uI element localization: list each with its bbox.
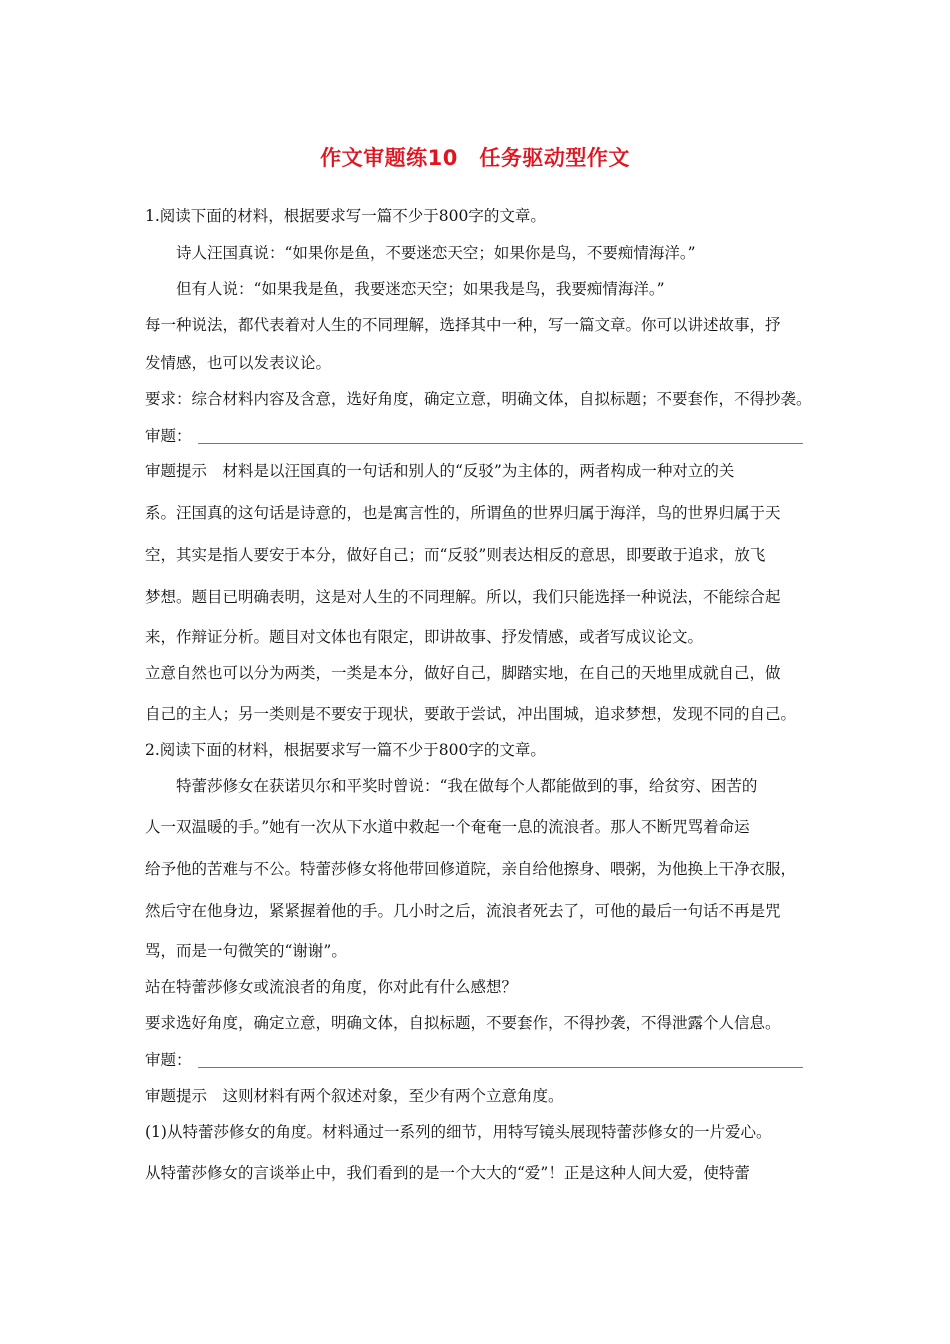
q1-lizhi-line-2: 自己的主人；另一类则是不要安于现状，要敢于尝试，冲出围城，追求梦想，发现不同的自己。 xyxy=(145,705,797,723)
q1-hint-line-3: 空，其实是指人要安于本分，做好自己；而“反驳”则表达相反的意思，即要敢于追求，放飞 xyxy=(145,546,766,564)
q1-shenti-label: 审题： xyxy=(145,427,192,445)
q1-shenti-answer-blank[interactable] xyxy=(198,427,803,444)
q2-hint-line-3: 从特蕾莎修女的言谈举止中，我们看到的是一个大大的“爱”！正是这种人间大爱，使特蕾 xyxy=(145,1164,750,1182)
q1-hint-line-1: 审题提示 材料是以汪国真的一句话和别人的“反驳”为主体的，两者构成一种对立的关 xyxy=(145,462,735,480)
q1-task-line-2: 发情感，也可以发表议论。 xyxy=(145,354,332,372)
q2-hint-line-1: 审题提示 这则材料有两个叙述对象，至少有两个立意角度。 xyxy=(145,1087,564,1105)
q2-material-line-1: 特蕾莎修女在获诺贝尔和平奖时曾说：“我在做每个人都能做到的事，给贫穷、困苦的 xyxy=(176,777,758,795)
q1-task-line-1: 每一种说法，都代表着对人生的不同理解，选择其中一种，写一篇文章。你可以讲述故事，抒 xyxy=(145,316,781,334)
q2-requirement: 要求选好角度，确定立意，明确文体，自拟标题，不要套作，不得抄袭，不得泄露个人信息。 xyxy=(145,1014,781,1032)
q2-material-line-3: 给予他的苦难与不公。特蕾莎修女将他带回修道院，亲自给他擦身、喂粥，为他换上干净衣服， xyxy=(145,860,797,878)
q2-shenti-label: 审题： xyxy=(145,1051,192,1069)
q2-hint-line-2: (1)从特蕾莎修女的角度。材料通过一系列的细节，用特写镜头展现特蕾莎修女的一片爱心。 xyxy=(145,1123,772,1141)
q2-material-line-5: 骂，而是一句微笑的“谢谢”。 xyxy=(145,942,347,960)
q1-hint-line-4: 梦想。题目已明确表明，这是对人生的不同理解。所以，我们只能选择一种说法，不能综合起 xyxy=(145,588,781,606)
q1-prompt: 1.阅读下面的材料，根据要求写一篇不少于800字的文章。 xyxy=(145,207,546,225)
q1-material-quote-2: 但有人说：“如果我是鱼，我要迷恋天空；如果我是鸟，我要痴情海洋。” xyxy=(176,280,665,298)
q2-question: 站在特蕾莎修女或流浪者的角度，你对此有什么感想？ xyxy=(145,978,518,996)
q1-lizhi-line-1: 立意自然也可以分为两类，一类是本分，做好自己，脚踏实地，在自己的天地里成就自己，做 xyxy=(145,664,781,682)
q1-hint-line-2: 系。汪国真的这句话是诗意的，也是寓言性的，所谓鱼的世界归属于海洋，鸟的世界归属于天 xyxy=(145,504,781,522)
q2-shenti-answer-blank[interactable] xyxy=(198,1051,803,1068)
page-title: 作文审题练10 任务驱动型作文 xyxy=(320,146,630,170)
q1-requirement: 要求：综合材料内容及含意，选好角度，确定立意，明确文体，自拟标题；不要套作，不得抄袭。 xyxy=(145,390,812,408)
q2-material-line-4: 然后守在他身边，紧紧握着他的手。几小时之后，流浪者死去了，可他的最后一句话不再是咒 xyxy=(145,902,781,920)
q2-material-line-2: 人一双温暖的手。”她有一次从下水道中救起一个奄奄一息的流浪者。那人不断咒骂着命运 xyxy=(145,818,750,836)
q2-prompt: 2.阅读下面的材料，根据要求写一篇不少于800字的文章。 xyxy=(145,741,546,759)
q1-shenti-row xyxy=(145,426,825,446)
q1-material-quote-1: 诗人汪国真说：“如果你是鱼，不要迷恋天空；如果你是鸟，不要痴情海洋。” xyxy=(176,244,696,262)
q1-hint-line-5: 来，作辩证分析。题目对文体也有限定，即讲故事、抒发情感，或者写成议论文。 xyxy=(145,628,704,646)
q2-shenti-row xyxy=(145,1050,825,1070)
